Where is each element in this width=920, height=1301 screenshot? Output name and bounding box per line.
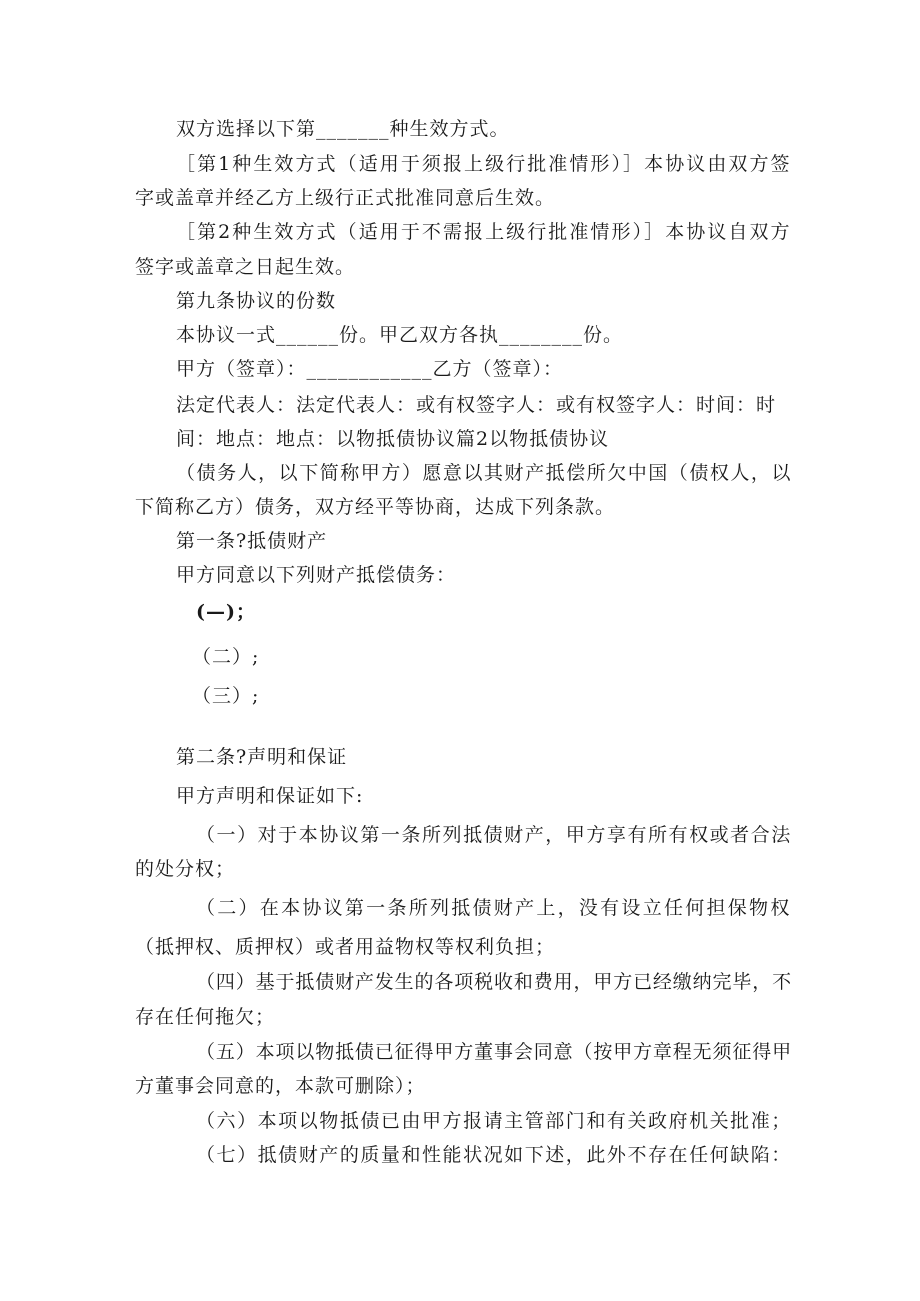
warranty-5-line2: 方董事会同意的，本款可删除）；	[135, 1075, 426, 1097]
warranty-4-line2: 存在任何拖欠；	[135, 1006, 276, 1028]
signature-line: 甲方（签章）：____________乙方（签章）：	[176, 358, 564, 380]
representative-line2: 间：地点：地点：以物抵债协议篇2以物抵债协议	[176, 428, 610, 450]
property-item-3: （三）;	[192, 685, 260, 707]
effect-method-choice: 双方选择以下第_______种生效方式。	[176, 118, 510, 140]
effect-method-2-line2: 签字或盖章之日起生效。	[135, 256, 356, 278]
article-9-heading: 第九条协议的份数	[176, 290, 337, 312]
warranty-6-line: （六）本项以物抵债已由甲方报请主管部门和有关政府机关批准；	[196, 1110, 792, 1132]
warranty-7-line: （七）抵债财产的质量和性能状况如下述，此外不存在任何缺陷：	[196, 1144, 792, 1166]
article-1-intro: 甲方同意以下列财产抵偿债务：	[176, 564, 457, 586]
warranty-5-line1: （五）本项以物抵债已征得甲方董事会同意（按甲方章程无须征得甲	[196, 1041, 793, 1063]
warranty-1-line2: 的处分权；	[135, 858, 236, 880]
property-item-1: (—)；	[196, 601, 256, 623]
article-2-heading: 第二条?声明和保证	[176, 746, 348, 768]
preamble-line2: 下简称乙方）债务，双方经平等协商，达成下列条款。	[135, 496, 616, 518]
warranty-2-line2: （抵押权、质押权）或者用益物权等权利负担；	[135, 936, 556, 958]
warranty-1-line1: （一）对于本协议第一条所列抵债财产，甲方享有所有权或者合法	[196, 824, 792, 846]
article-2-intro: 甲方声明和保证如下:	[176, 785, 364, 807]
article-1-heading: 第一条?抵债财产	[176, 530, 328, 552]
warranty-4-line1: （四）基于抵债财产发生的各项税收和费用，甲方已经缴纳完毕，不	[196, 971, 793, 993]
warranty-2-line1: （二）在本协议第一条所列抵债财产上，没有设立任何担保物权	[196, 897, 792, 919]
copies-clause: 本协议一式______份。甲乙双方各执________份。	[176, 324, 624, 346]
effect-method-1-line2: 字或盖章并经乙方上级行正式批准同意后生效。	[135, 187, 556, 209]
effect-method-1-line1: ［第1种生效方式（适用于须报上级行批准情形）］本协议由双方签	[176, 153, 792, 175]
representative-line1: 法定代表人：法定代表人：或有权签字人：或有权签字人：时间：时	[176, 394, 777, 416]
preamble-line1: （债务人，以下简称甲方）愿意以其财产抵偿所欠中国（债权人，以	[176, 462, 793, 484]
effect-method-2-line1: ［第2种生效方式（适用于不需报上级行批准情形）］本协议自双方	[176, 221, 792, 243]
property-item-2: （二）;	[192, 646, 260, 668]
